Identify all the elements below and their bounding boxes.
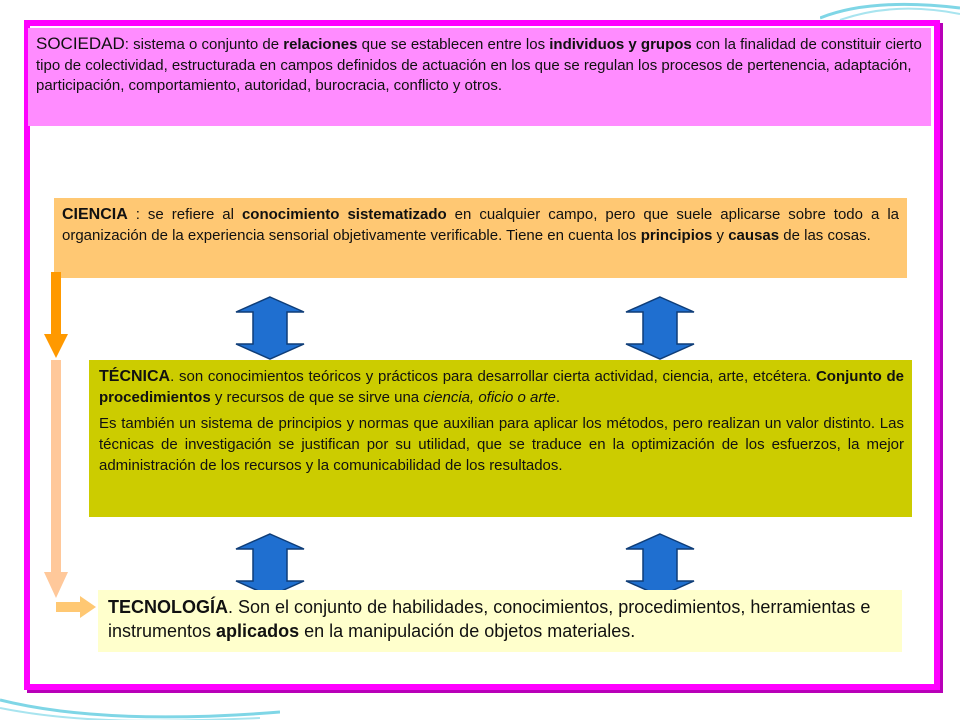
sociedad-bold-2: individuos y grupos [549,36,692,53]
sociedad-bold-1: relaciones [283,36,358,53]
double-headed-vertical-arrow-icon [235,533,305,597]
tecnica-paragraph-2: Es también un sistema de principios y normas que auxilian para aplicar los métodos, pero realizan un valor distinto. Las técnicas de investigación se justifican por su utilidad, que se traduce en la optimización de los esfuerzos, la mejor administración de los recursos y la comunicabilidad de los resultados. [99,415,904,474]
sociedad-definition-box [28,28,931,126]
ciencia-term: CIENCIA [62,206,128,223]
ciencia-text-2: en cualquier campo, pero que suele aplicarse sobre todo a la organización de la experiencia sensorial objetivamente verificable. Tiene en cuenta los [62,206,899,244]
tecnica-bold-1: Conjunto de procedimientos [99,368,904,406]
tecnica-text-3: . [555,388,561,406]
double-headed-vertical-arrow-icon [625,296,695,360]
ciencia-bold-3: causas [728,226,780,244]
tecnologia-term: TECNOLOGÍA [108,597,228,617]
ciencia-bold-2: principios [640,226,713,244]
tecnica-text-1: . son conocimientos teóricos y prácticos para desarrollar cierta actividad, ciencia, arte, etcétera. [170,368,816,385]
tecnologia-text-2: en la manipulación de objetos materiales. [299,620,636,641]
decorative-wave-top [820,0,960,20]
tecnica-definition-box [89,360,912,517]
sociedad-term: SOCIEDAD [36,34,125,53]
ciencia-text-1: : se refiere al [127,206,242,223]
down-arrow-icon [42,272,70,360]
ciencia-text-4: de las cosas. [779,226,871,244]
down-arrow-icon [42,360,70,600]
ciencia-definition-box [54,198,907,278]
tecnica-paragraph-1 [99,366,904,408]
tecnica-term: TÉCNICA [99,368,171,385]
tecnologia-text-1: . Son el conjunto de habilidades, conocimientos, procedimientos, herramientas e instrumentos [108,597,871,641]
tecnica-text-2: y recursos de que se sirve una [210,388,424,406]
double-headed-vertical-arrow-icon [625,533,695,597]
decorative-wave-bottom [0,694,280,720]
right-arrow-icon [56,596,96,618]
sociedad-text-3: con la finalidad de constituir cierto tipo de colectividad, estructurada en campos definidos de actuación en los que se regulan los procesos de pertenencia, adaptación, participación, comportamiento, autoridad, burocracia, conflicto y otros. [36,36,922,95]
ciencia-bold-1: conocimiento sistematizado [241,206,447,223]
tecnologia-definition-box [98,590,902,652]
double-headed-vertical-arrow-icon [235,296,305,360]
sociedad-text-1: : sistema o conjunto de [124,36,284,53]
tecnica-italic-1: ciencia, oficio o arte [423,388,556,406]
tecnologia-bold-1: aplicados [216,620,300,641]
sociedad-text-2: que se establecen entre los [357,36,550,53]
ciencia-text-3: y [712,226,729,244]
